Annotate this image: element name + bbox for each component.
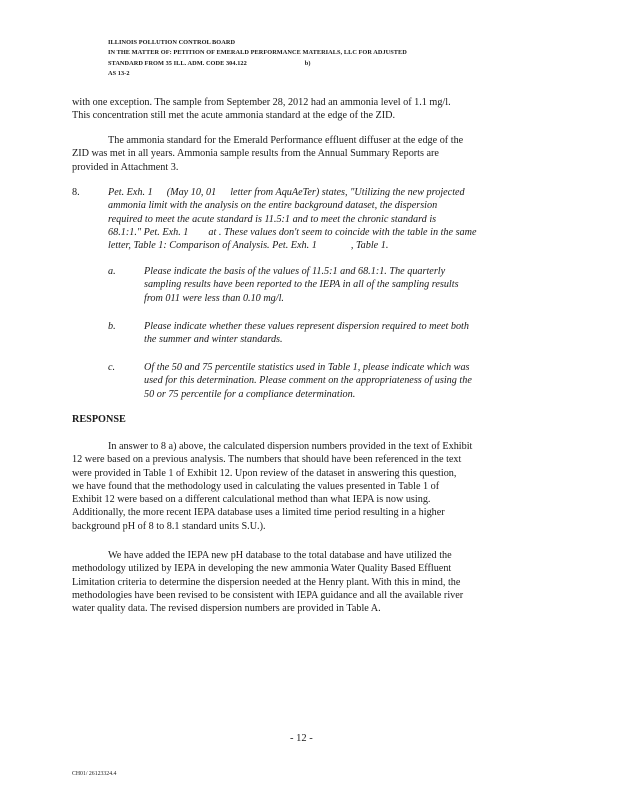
text-line: 50 or 75 percentile for a compliance determination. [144,388,356,400]
text-line: were provided in Table 1 of Exhibit 12. Upon review of the dataset in answering this question, [72,467,457,479]
text-line: Additionally, the more recent IEPA database uses a limited time period resulting in a higher [72,507,445,519]
text-line: used for this determination. Please comment on the appropriateness of using the [144,375,472,387]
subitem-c [144,361,564,401]
text-line: methodologies have been revised to be consistent with IEPA guidance and all the available river [72,589,464,601]
text-line: ammonia limit with the analysis on the entire background dataset, the dispersion [108,200,438,212]
text-line: letter, Table 1: Comparison of Analysis. Pet. Exh. 1 , Table 1. [108,240,389,252]
text-line: In answer to 8 a) above, the calculated dispersion numbers provided in the text of Exhibit [108,441,473,452]
text-line: Please indicate the basis of the values of 11.5:1 and 68.1:1. The quarterly [144,266,446,277]
header-standard: STANDARD FROM 35 ILL. ADM. CODE 304.122 [108,59,247,67]
response-paragraph-1 [72,440,542,533]
header-line: IN THE MATTER OF: PETITION OF EMERALD PERFORMANCE MATERIALS, LLC FOR ADJUSTED [108,49,407,57]
subitem-letter: b. [108,321,116,332]
text-line: required to meet the acute standard is 11.5:1 and to meet the chronic standard is [108,213,437,225]
response-paragraph-2 [72,549,542,615]
text-line: background pH of 8 to 8.1 standard units S.U.). [72,520,266,532]
page-number: - 12 - [290,733,313,744]
text-line: Please indicate whether these values represent dispersion required to meet both [144,321,469,332]
header-subsection: b) [304,59,311,67]
text-line: 68.1:1." Pet. Exh. 1 at . These values don't seem to coincide with the table in the same [108,226,477,238]
header-line: ILLINOIS POLLUTION CONTROL BOARD [108,39,236,46]
text-line: The ammonia standard for the Emerald Performance effluent diffuser at the edge of the [108,135,464,146]
header-line [108,59,528,69]
text-line: Exhibit 12 were based on a different calculational method than what IEPA is now using. [72,494,431,506]
subitem-b [144,320,564,347]
intro-paragraph [72,96,542,123]
text-line: Limitation criteria to determine the dispersion needed at the Henry plant. With this in mind, the [72,576,461,588]
text-line: 12 were based on a previous analysis. The numbers that should have been referenced in the text [72,454,462,466]
document-header [108,38,528,80]
header-line: AS 13-2 [108,70,130,78]
item-8-question [108,186,548,252]
standard-paragraph [72,134,542,174]
subitem-letter: c. [108,362,116,373]
text-line: ZID was met in all years. Ammonia sample results from the Annual Summary Reports are [72,148,439,160]
text-line: Pet. Exh. 1 (May 10, 01 letter from AquAeTer) states, "Utilizing the new projected [108,187,465,198]
text-line: provided in Attachment 3. [72,161,179,173]
text-line: Of the 50 and 75 percentile statistics used in Table 1, please indicate which was [144,362,470,373]
text-line: sampling results have been reported to the IEPA in all of the sampling results [144,279,459,291]
response-heading: RESPONSE [72,414,126,425]
text-line: the summer and winter standards. [144,334,283,346]
text-line: This concentration still met the acute ammonia standard at the edge of the ZID. [72,110,396,122]
document-id: CH01/ 26123324.4 [72,771,117,777]
text-line: we have found that the methodology used in calculating the values presented in Table 1 of [72,480,440,492]
text-line: We have added the IEPA new pH database to the total database and have utilized the [108,550,452,561]
text-line: with one exception. The sample from September 28, 2012 had an ammonia level of 1.1 mg/l. [72,97,451,108]
item-number: 8. [72,187,80,198]
text-line: water quality data. The revised dispersion numbers are provided in Table A. [72,603,381,615]
text-line: from 011 were less than 0.10 mg/l. [144,292,284,304]
subitem-a [144,265,564,305]
subitem-letter: a. [108,266,116,277]
text-line: methodology utilized by IEPA in developing the new ammonia Water Quality Based Effluent [72,563,452,575]
